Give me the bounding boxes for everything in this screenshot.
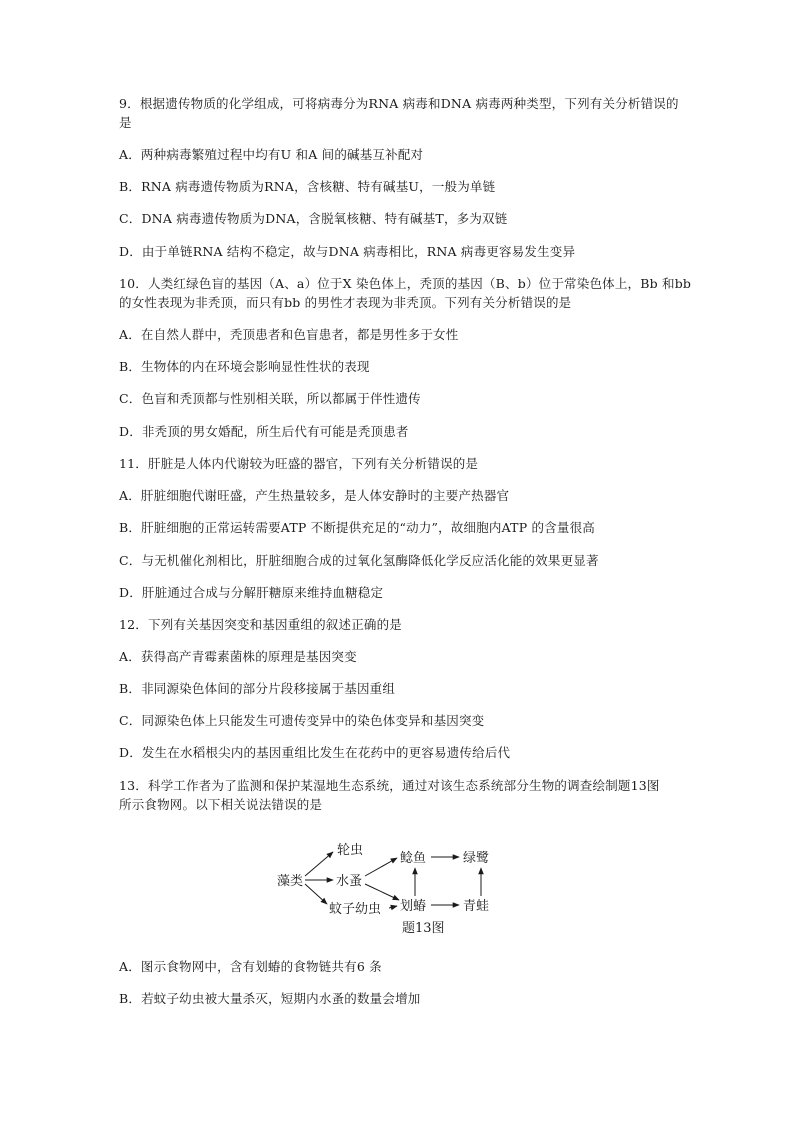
food-web-diagram — [275, 838, 505, 938]
arrow-water-flea-catfish — [365, 858, 397, 876]
q10-option-c: C．色盲和秃顶都与性别相关联，所以都属于伴性遗传 — [119, 391, 421, 406]
q10-stem-line1: 10．人类红绿色盲的基因（A、a）位于X 染色体上，秃顶的基因（B、b）位于常染色体上，Bb 和bb — [119, 276, 692, 291]
arrow-mosquito-larva-water-boatman — [389, 906, 397, 908]
q13-option-a: A．图示食物网中，含有划蝽的食物链共有6 条 — [119, 959, 382, 974]
q11-option-a: A．肝脏细胞代谢旺盛，产生热量较多，是人体安静时的主要产热器官 — [119, 488, 510, 503]
q10-stem-line2: 的女性表现为非秃顶，而只有bb 的男性才表现为非秃顶。下列有关分析错误的是 — [119, 295, 572, 310]
q12-stem-line1: 12．下列有关基因突变和基因重组的叙述正确的是 — [119, 617, 403, 632]
q11-option-c: C．与无机催化剂相比，肝脏细胞合成的过氧化氢酶降低化学反应活化能的效果更显著 — [119, 553, 599, 568]
q9-option-c: C．DNA 病毒遗传物质为DNA，含脱氧核糖、特有碱基T，多为双链 — [119, 211, 508, 226]
q13-stem-line1: 13．科学工作者为了监测和保护某湿地生态系统，通过对该生态系统部分生物的调查绘制题13图 — [119, 778, 660, 793]
node-rotifer: 轮虫 — [337, 843, 364, 858]
q11-stem-line1: 11．肝脏是人体内代谢较为旺盛的器官，下列有关分析错误的是 — [119, 456, 479, 471]
q10-option-b: B．生物体的内在环境会影响显性性状的表现 — [119, 359, 370, 374]
q12-option-d: D．发生在水稻根尖内的基因重组比发生在花药中的更容易遗传给后代 — [119, 745, 511, 760]
node-mosquito-larva: 蚊子幼虫 — [329, 902, 382, 917]
q9-option-a: A．两种病毒繁殖过程中均有U 和A 间的碱基互补配对 — [119, 147, 424, 162]
q12-option-c: C．同源染色体上只能发生可遗传变异中的染色体变异和基因突变 — [119, 713, 485, 728]
q9-option-b: B．RNA 病毒遗传物质为RNA，含核糖、特有碱基U，一般为单链 — [119, 179, 496, 194]
node-algae: 藻类 — [277, 874, 304, 889]
arrow-algae-rotifer — [305, 852, 333, 876]
q13-stem-line2: 所示食物网。以下相关说法错误的是 — [119, 797, 323, 812]
node-egret: 绿鹭 — [463, 851, 490, 866]
node-water-boatman: 划蝽 — [400, 899, 427, 914]
figure-caption: 题13图 — [402, 921, 445, 936]
node-catfish: 鲶鱼 — [400, 851, 427, 866]
q11-option-d: D．肝脏通过合成与分解肝糖原来维持血糖稳定 — [119, 585, 384, 600]
q10-option-a: A．在自然人群中，秃顶患者和色盲患者，都是男性多于女性 — [119, 327, 459, 342]
q13-option-b: B．若蚊子幼虫被大量杀灭，短期内水蚤的数量会增加 — [119, 991, 421, 1006]
arrow-water-flea-water-boatman — [365, 884, 399, 900]
q9-stem-line1: 9．根据遗传物质的化学组成，可将病毒分为RNA 病毒和DNA 病毒两种类型，下列有关分析错误的 — [119, 96, 679, 111]
node-water-flea: 水蚤 — [336, 874, 363, 889]
q9-option-d: D．由于单链RNA 结构不稳定，故与DNA 病毒相比，RNA 病毒更容易发生变异 — [119, 244, 576, 259]
q9-stem-line2: 是 — [119, 115, 132, 130]
node-frog: 青蛙 — [463, 899, 490, 914]
arrow-algae-mosquito-larva — [305, 884, 327, 904]
q10-option-d: D．非秃顶的男女婚配，所生后代有可能是秃顶患者 — [119, 424, 409, 439]
q11-option-b: B．肝脏细胞的正常运转需要ATP 不断提供充足的“动力”，故细胞内ATP 的含量很高 — [119, 520, 595, 535]
q12-option-b: B．非同源染色体间的部分片段移接属于基因重组 — [119, 681, 396, 696]
q12-option-a: A．获得高产青霉素菌株的原理是基因突变 — [119, 649, 357, 664]
